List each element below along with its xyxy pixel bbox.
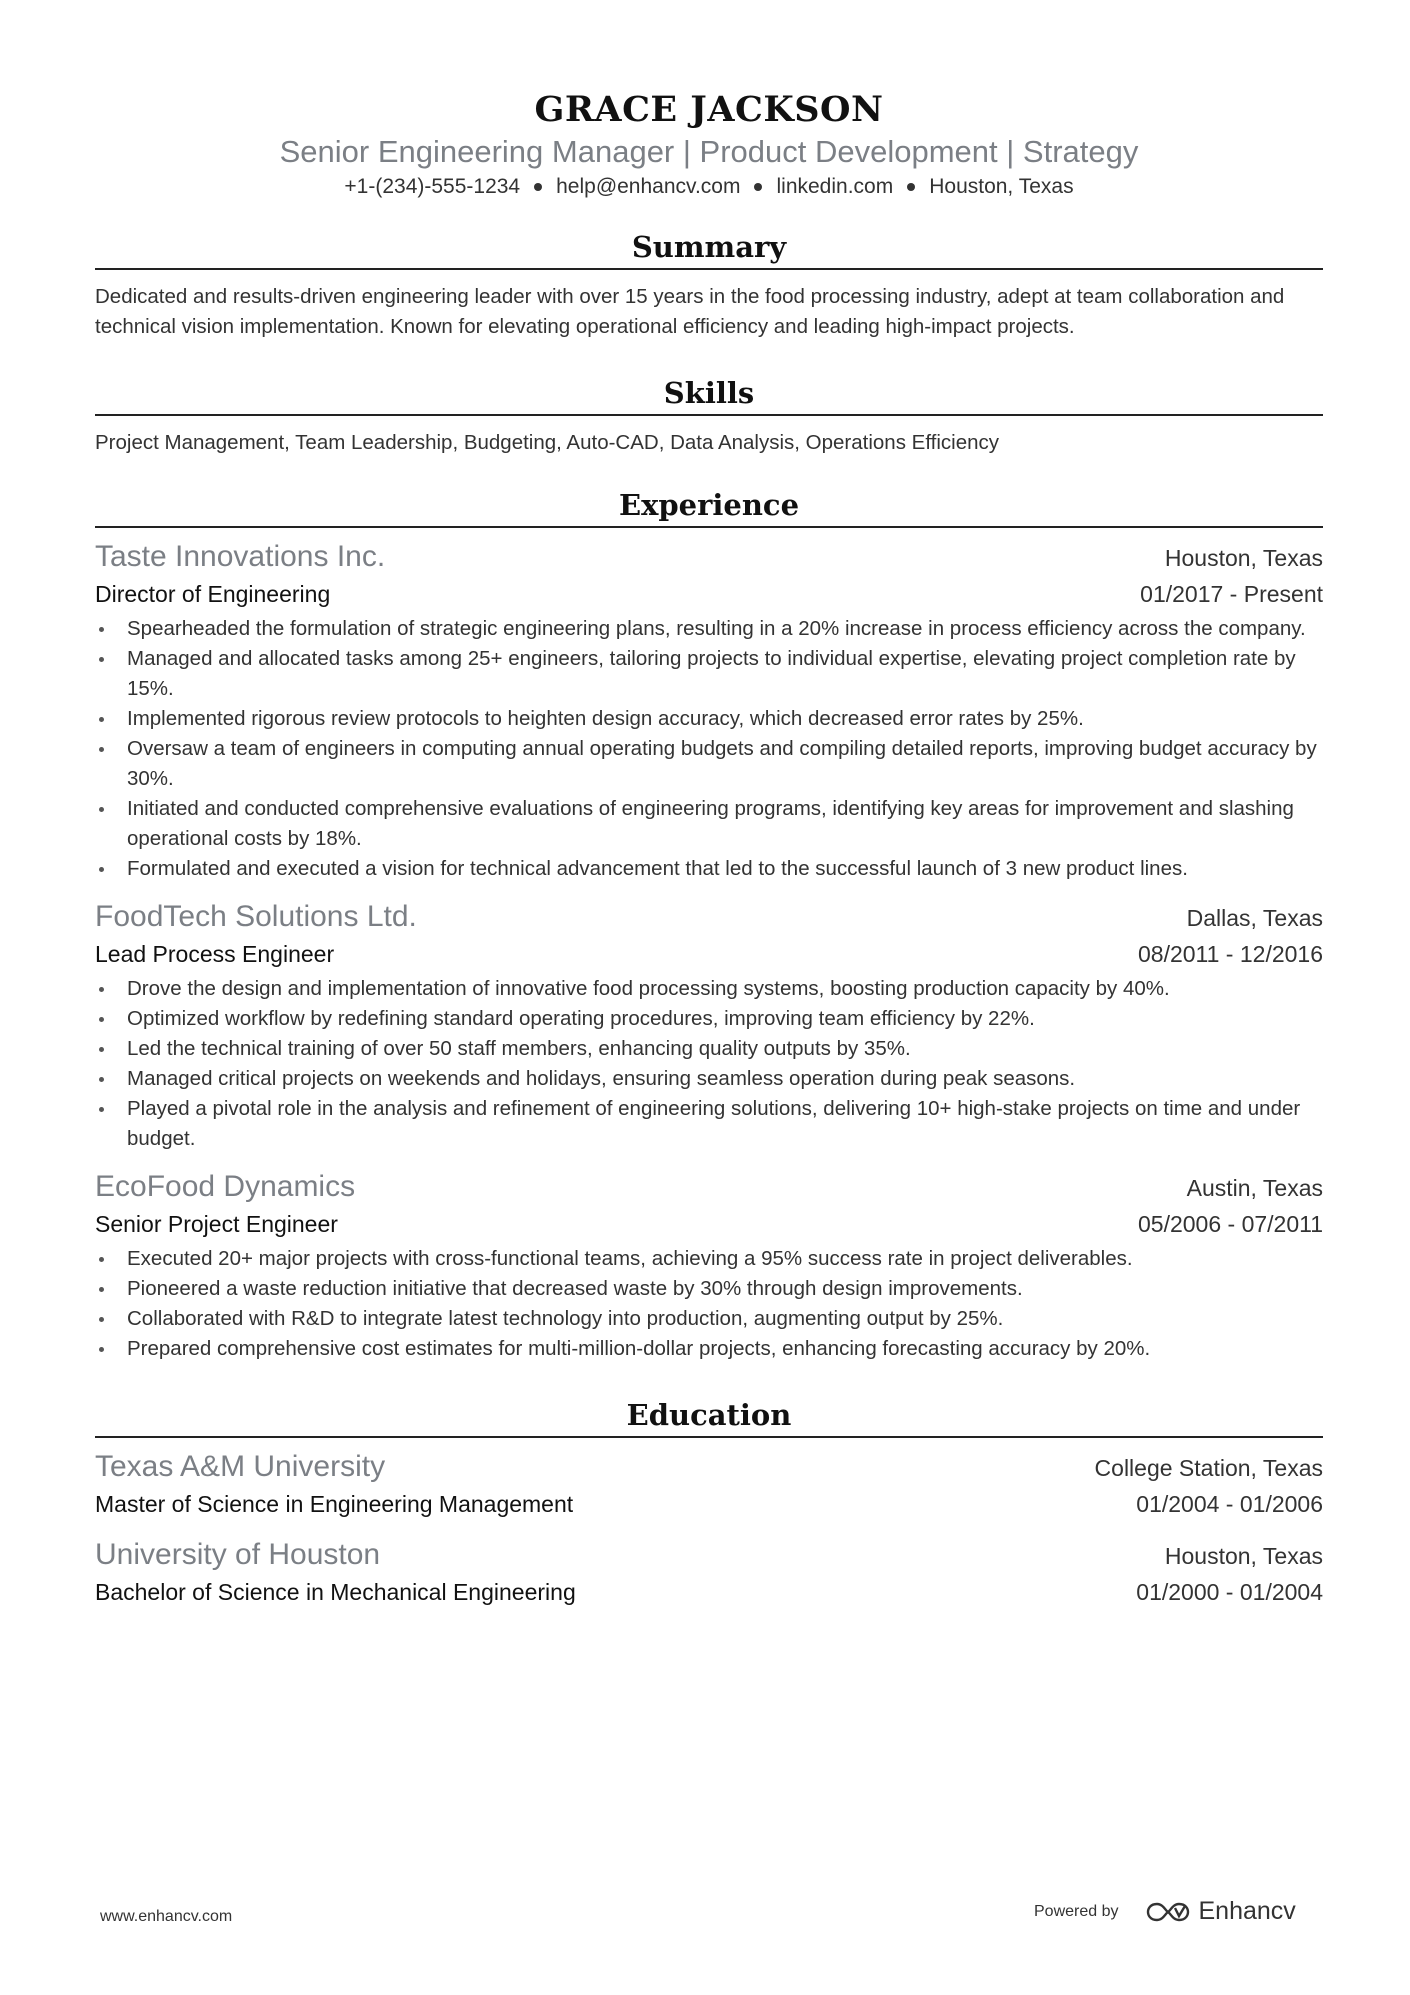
- job-title: Lead Process Engineer: [95, 941, 335, 967]
- achievement-item: Executed 20+ major projects with cross-functional teams, achieving a 95% success rate in project deliverables.: [95, 1244, 1323, 1274]
- achievement-item: Managed and allocated tasks among 25+ engineers, tailoring projects to individual expertise, elevating project completion rate by 15%.: [95, 644, 1323, 704]
- brand-link[interactable]: [1145, 1897, 1296, 1926]
- achievement-item: Managed critical projects on weekends and holidays, ensuring seamless operation during peak seasons.: [95, 1064, 1323, 1094]
- achievement-item: Played a pivotal role in the analysis and refinement of engineering solutions, delivering 10+ high-stake projects on time and under budget.: [95, 1094, 1323, 1154]
- job-title: Director of Engineering: [95, 581, 331, 607]
- education-section: [95, 1394, 1323, 1610]
- achievement-item: Optimized workflow by redefining standard operating procedures, improving team efficiency by 22%.: [95, 1004, 1323, 1034]
- skills-text: Project Management, Team Leadership, Budgeting, Auto-CAD, Data Analysis, Operations Efficiency: [95, 431, 1000, 454]
- achievement-item: Initiated and conducted comprehensive evaluations of engineering programs, identifying key areas for improvement and slashing operational costs by 18%.: [95, 794, 1323, 854]
- achievement-item: Implemented rigorous review protocols to heighten design accuracy, which decreased error rates by 25%.: [95, 704, 1323, 734]
- degree-name: Master of Science in Engineering Management: [95, 1491, 574, 1517]
- achievement-item: Formulated and executed a vision for technical advancement that led to the successful launch of 3 new product lines.: [95, 854, 1323, 884]
- school-name: Texas A&M University: [95, 1450, 386, 1483]
- job-dates: 05/2006 - 07/2011: [1137, 1211, 1323, 1237]
- education-entry: [95, 1448, 1323, 1522]
- section-title-summary: Summary: [95, 226, 1323, 270]
- school-location: College Station, Texas: [1094, 1455, 1323, 1481]
- education-entry: [95, 1536, 1323, 1610]
- school-name: University of Houston: [95, 1538, 381, 1571]
- candidate-name: GRACE JACKSON: [534, 89, 884, 130]
- achievement-item: Spearheaded the formulation of strategic engineering plans, resulting in a 20% increase in process efficiency across the company.: [95, 614, 1323, 644]
- experience-entry: [95, 538, 1323, 884]
- bullet-separator: [907, 183, 915, 191]
- footer-branding: [1034, 1897, 1296, 1926]
- resume-page: [95, 88, 1323, 1610]
- achievement-list: [95, 614, 1323, 884]
- degree-name: Bachelor of Science in Mechanical Engineering: [95, 1579, 576, 1605]
- candidate-headline: Senior Engineering Manager | Product Development | Strategy: [279, 134, 1139, 169]
- company-name: Taste Innovations Inc.: [95, 540, 386, 573]
- section-title-experience: Experience: [95, 484, 1323, 528]
- achievement-item: Pioneered a waste reduction initiative that decreased waste by 30% through design improvements.: [95, 1274, 1323, 1304]
- education-dates: 01/2000 - 01/2004: [1136, 1579, 1323, 1605]
- contact-line: [95, 172, 1323, 202]
- skills-section: [95, 372, 1323, 458]
- company-name: FoodTech Solutions Ltd.: [95, 900, 417, 933]
- powered-by-label: Powered by: [1034, 1902, 1119, 1920]
- job-location: Austin, Texas: [1186, 1175, 1323, 1201]
- footer-website-link[interactable]: www.enhancv.com: [100, 1908, 233, 1925]
- achievement-item: Led the technical training of over 50 staff members, enhancing quality outputs by 35%.: [95, 1034, 1323, 1064]
- bullet-separator: [534, 183, 542, 191]
- section-title-education: Education: [95, 1394, 1323, 1438]
- enhancv-logo-icon: [1145, 1900, 1191, 1924]
- experience-entry: [95, 1168, 1323, 1364]
- school-location: Houston, Texas: [1164, 1543, 1323, 1569]
- phone-number[interactable]: +1-(234)-555-1234: [344, 175, 521, 198]
- achievement-item: Oversaw a team of engineers in computing annual operating budgets and compiling detailed reports, improving budget accuracy by 30%.: [95, 734, 1323, 794]
- achievement-list: [95, 974, 1323, 1154]
- job-dates: 01/2017 - Present: [1140, 581, 1323, 607]
- education-dates: 01/2004 - 01/2006: [1136, 1491, 1323, 1517]
- candidate-location: Houston, Texas: [929, 175, 1074, 198]
- achievement-item: Drove the design and implementation of innovative food processing systems, boosting production capacity by 40%.: [95, 974, 1323, 1004]
- achievement-item: Prepared comprehensive cost estimates for multi-million-dollar projects, enhancing forecasting accuracy by 20%.: [95, 1334, 1323, 1364]
- achievement-item: Collaborated with R&D to integrate latest technology into production, augmenting output by 25%.: [95, 1304, 1323, 1334]
- email-link[interactable]: help@enhancv.com: [556, 175, 741, 198]
- experience-entry: [95, 898, 1323, 1154]
- job-location: Houston, Texas: [1164, 545, 1323, 571]
- job-location: Dallas, Texas: [1186, 905, 1323, 931]
- company-name: EcoFood Dynamics: [95, 1170, 356, 1203]
- brand-name: Enhancv: [1198, 1897, 1296, 1925]
- bullet-separator: [754, 183, 762, 191]
- job-dates: 08/2011 - 12/2016: [1137, 941, 1323, 967]
- section-title-skills: Skills: [95, 372, 1323, 416]
- job-title: Senior Project Engineer: [95, 1211, 338, 1237]
- linkedin-link[interactable]: linkedin.com: [776, 175, 894, 198]
- summary-text: Dedicated and results-driven engineering leader with over 15 years in the food processing industry, adept at team collaboration and technical vision implementation. Known for elevating operational efficiency and leading high-impact projects.: [95, 285, 1285, 338]
- experience-section: [95, 484, 1323, 1364]
- achievement-list: [95, 1244, 1323, 1364]
- summary-section: [95, 226, 1323, 342]
